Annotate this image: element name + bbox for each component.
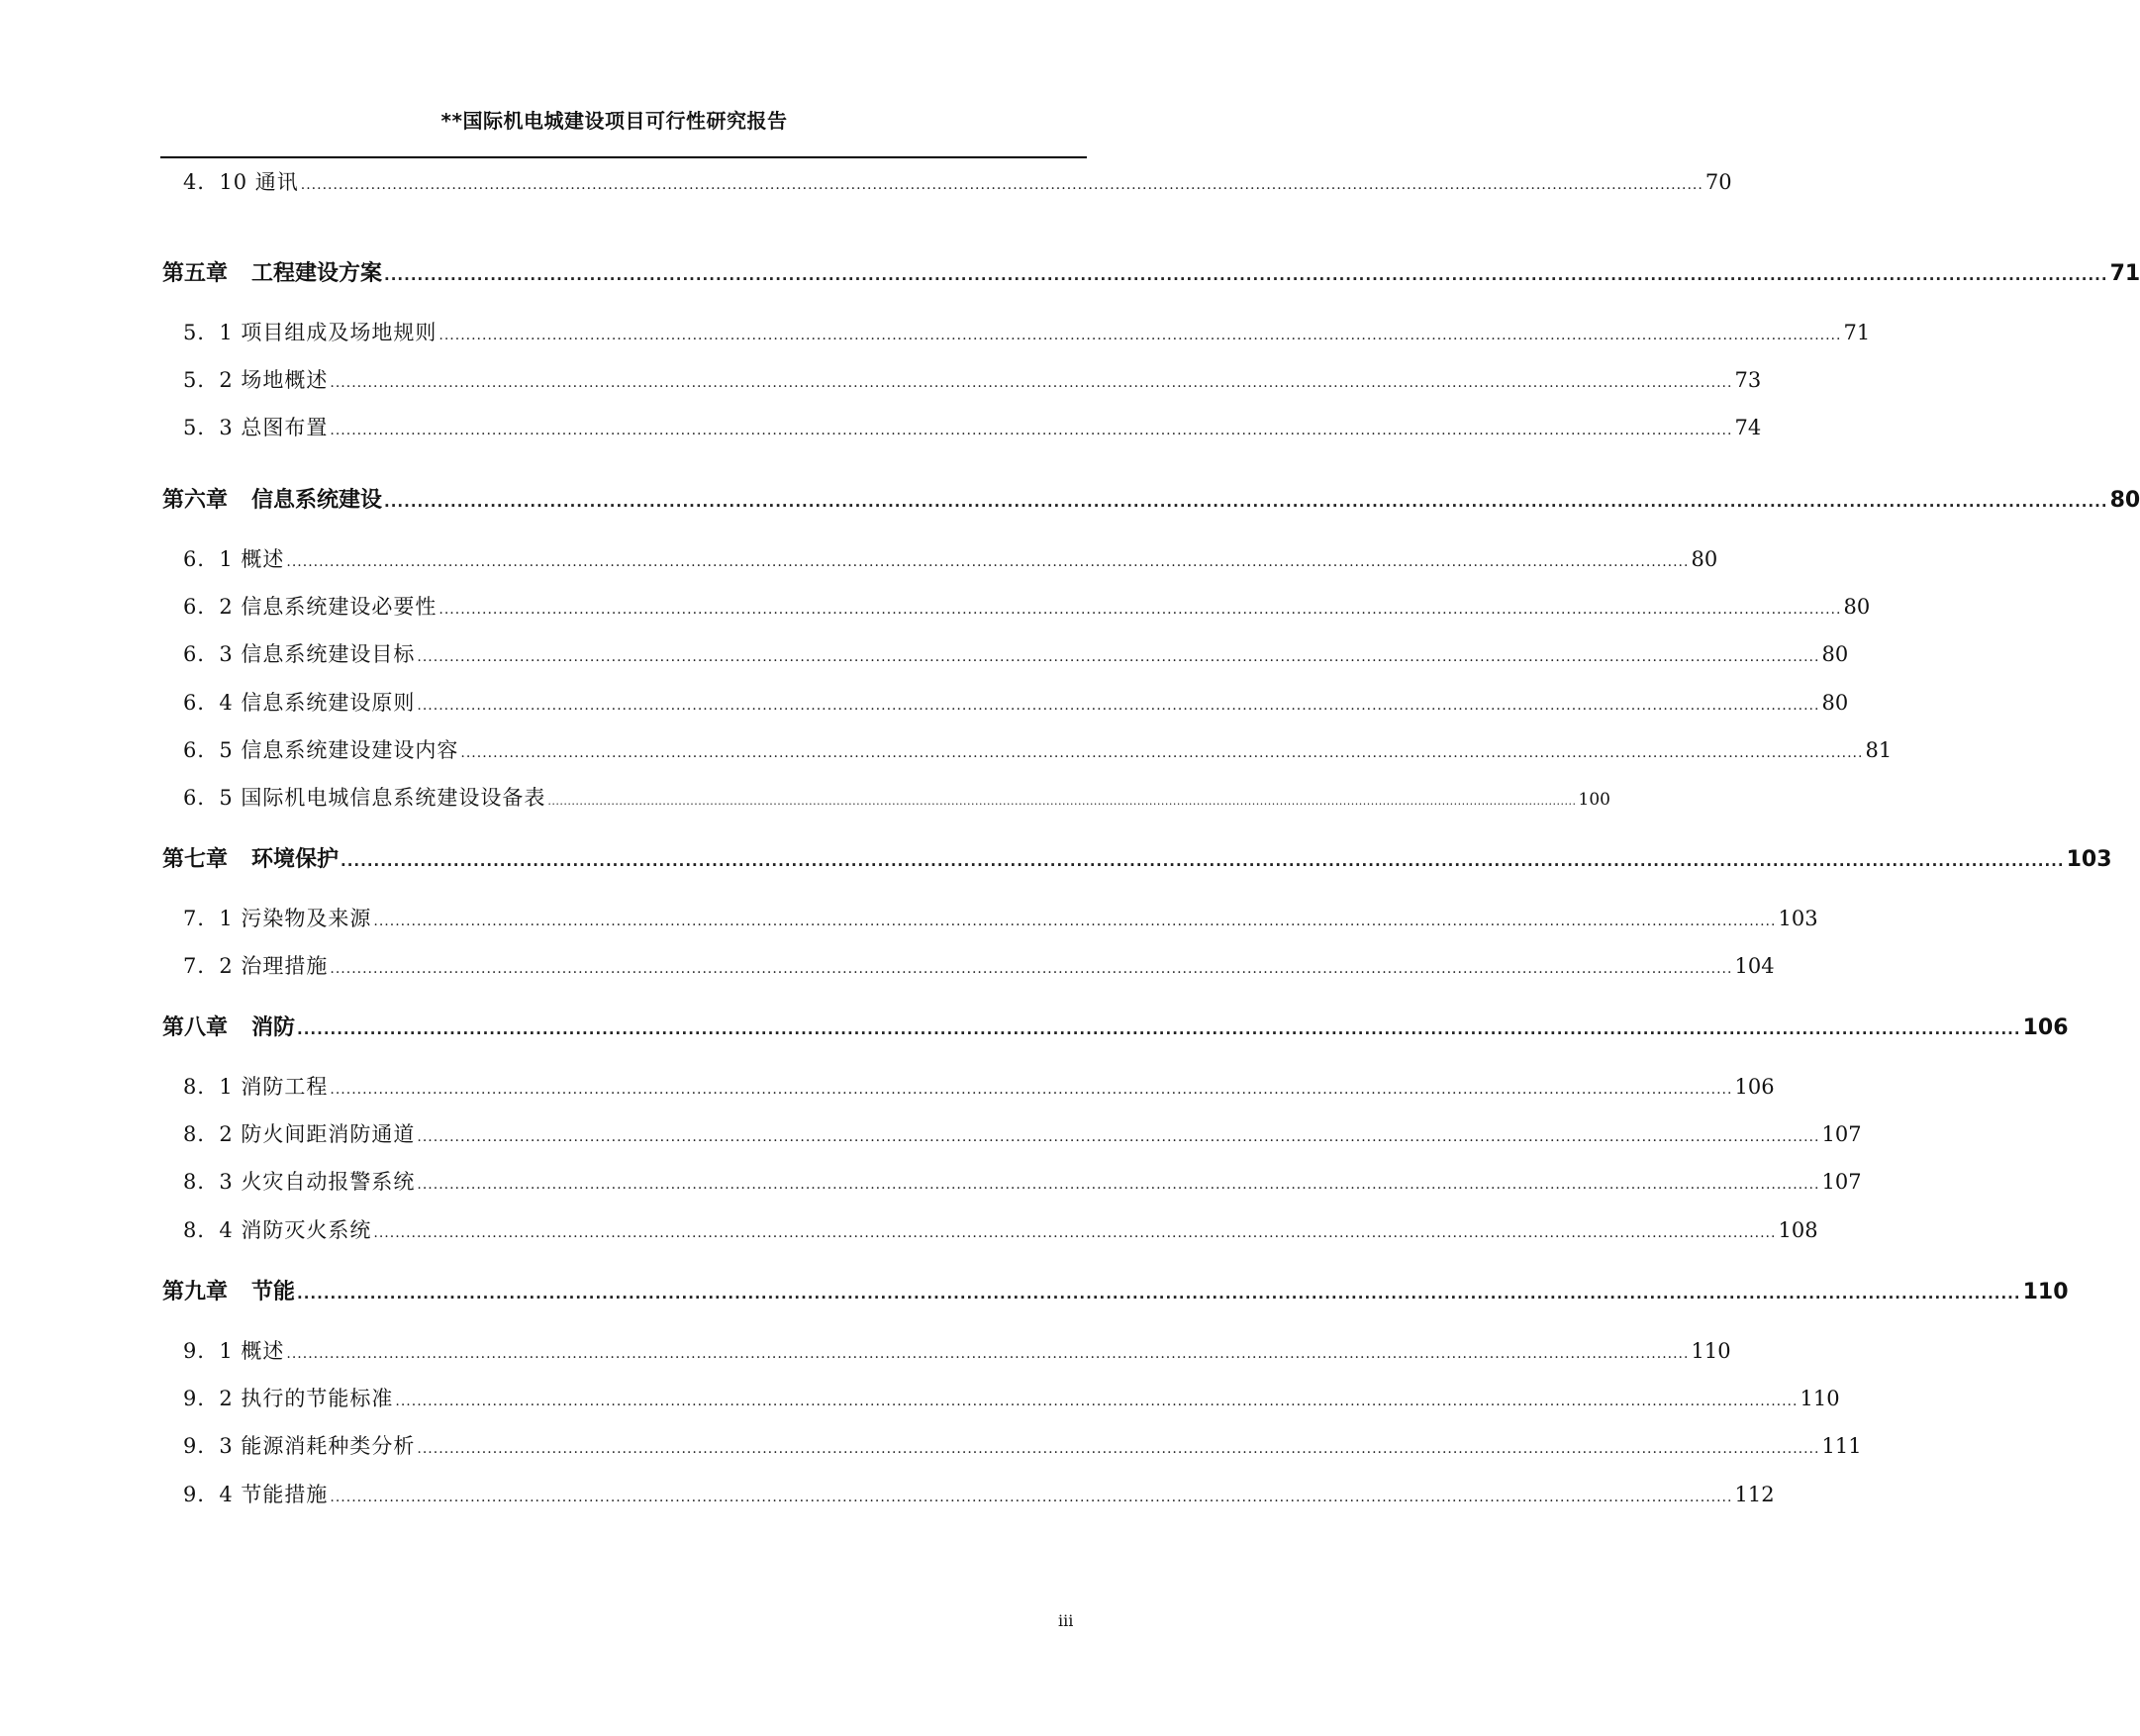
toc-chapter-number: 第七章 [162, 847, 229, 872]
toc-chapter-title: 消防 [251, 1015, 296, 1040]
toc-leader-dots: .................................................................................................................................................................................................................................................................... [373, 914, 1777, 929]
toc-page-number: 110 [1800, 1387, 1840, 1410]
toc-chapter-entry[interactable] [162, 1275, 2069, 1305]
toc-page-number: 107 [1821, 1122, 1862, 1146]
toc-page-number: 107 [1821, 1170, 1862, 1194]
toc-page-number: 80 [1821, 691, 1849, 715]
toc-section-label: 9．3 能源消耗种类分析 [183, 1434, 416, 1458]
toc-section-label: 9．4 节能措施 [183, 1483, 329, 1506]
toc-section-label: 6．5 信息系统建设建设内容 [183, 738, 459, 762]
toc-page-number: 80 [1691, 547, 1718, 571]
toc-leader-dots: .................................................................................................................................................................................................................................................................... [340, 852, 2065, 870]
toc-chapter-number: 第九章 [162, 1280, 229, 1304]
toc-page-number: 73 [1734, 368, 1762, 392]
toc-chapter-label [162, 842, 339, 873]
toc-section-entry[interactable] [183, 903, 1818, 932]
toc-section-entry[interactable] [183, 950, 1775, 980]
toc-page-number: 106 [2022, 1015, 2069, 1040]
toc-leader-dots: .................................................................................................................................................................................................................................................................... [330, 1082, 1733, 1098]
toc-section-label: 8．4 消防灭火系统 [183, 1218, 372, 1242]
toc-section-label: 6．3 信息系统建设目标 [183, 642, 416, 666]
toc-page-number: 106 [1734, 1075, 1775, 1099]
toc-section-entry[interactable] [183, 1071, 1775, 1101]
toc-leader-dots: .................................................................................................................................................................................................................................................................... [286, 554, 1690, 570]
toc-section-label: 5．3 总图布置 [183, 416, 329, 439]
toc-section-label: 6．4 信息系统建设原则 [183, 691, 416, 715]
toc-page-number: 112 [1734, 1483, 1775, 1506]
toc-chapter-number: 第八章 [162, 1015, 229, 1040]
toc-leader-dots: .................................................................................................................................................................................................................................................................... [417, 649, 1820, 665]
toc-leader-dots: .................................................................................................................................................................................................................................................................... [417, 1129, 1820, 1145]
toc-section-entry[interactable] [183, 543, 1718, 573]
toc-section-label: 5．2 场地概述 [183, 368, 329, 392]
toc-chapter-label [162, 1011, 295, 1041]
toc-section-label: 7．2 治理措施 [183, 954, 329, 978]
toc-leader-dots: .................................................................................................................................................................................................................................................................... [438, 328, 1842, 343]
toc-section-entry[interactable] [183, 1479, 1775, 1508]
toc-page-number: 103 [1778, 907, 1818, 930]
toc-section-entry[interactable] [183, 166, 1732, 196]
toc-chapter-label [162, 1275, 295, 1305]
toc-chapter-number: 第五章 [162, 261, 229, 286]
toc-section-entry[interactable] [183, 1214, 1818, 1244]
page-number: iii [1058, 1611, 1074, 1630]
toc-leader-dots: .................................................................................................................................................................................................................................................................... [297, 1020, 2021, 1038]
toc-section-label: 8．3 火灾自动报警系统 [183, 1170, 416, 1194]
toc-section-entry[interactable] [183, 638, 1849, 668]
toc-section-entry[interactable] [183, 782, 1610, 812]
toc-leader-dots: .................................................................................................................................................................................................................................................................... [438, 602, 1842, 618]
toc-section-entry[interactable] [183, 364, 1762, 394]
toc-section-entry[interactable] [183, 1166, 1862, 1196]
toc-leader-dots: .................................................................................................................................................................................................................................................................... [417, 1177, 1820, 1193]
toc-section-entry[interactable] [183, 1430, 1862, 1460]
toc-chapter-entry[interactable] [162, 842, 2112, 873]
toc-leader-dots: .................................................................................................................................................................................................................................................................... [297, 1285, 2021, 1302]
toc-leader-dots: .................................................................................................................................................................................................................................................................... [547, 795, 1577, 808]
toc-section-label: 9．2 执行的节能标准 [183, 1387, 394, 1410]
toc-page-number: 104 [1734, 954, 1775, 978]
toc-page-number: 103 [2066, 847, 2112, 872]
toc-leader-dots: .................................................................................................................................................................................................................................................................... [384, 493, 2108, 511]
toc-leader-dots: .................................................................................................................................................................................................................................................................... [373, 1225, 1777, 1241]
toc-page-number: 71 [1843, 321, 1871, 344]
toc-section-entry[interactable] [183, 591, 1871, 621]
toc-section-label: 8．1 消防工程 [183, 1075, 329, 1099]
toc-chapter-title: 环境保护 [251, 847, 340, 872]
toc-section-label: 4．10 通讯 [183, 170, 299, 194]
toc-page-number: 110 [2022, 1280, 2069, 1304]
toc-section-label: 6．5 国际机电城信息系统建设设备表 [183, 786, 546, 810]
toc-leader-dots: .................................................................................................................................................................................................................................................................... [286, 1346, 1690, 1362]
toc-chapter-entry[interactable] [162, 483, 2140, 514]
toc-page-number: 111 [1821, 1434, 1862, 1458]
page-header-title: **国际机电城建设项目可行性研究报告 [440, 109, 788, 133]
toc-section-entry[interactable] [183, 412, 1762, 441]
toc-leader-dots: .................................................................................................................................................................................................................................................................... [330, 961, 1733, 977]
toc-section-entry[interactable] [183, 1335, 1731, 1365]
toc-leader-dots: .................................................................................................................................................................................................................................................................... [384, 266, 2108, 284]
toc-section-entry[interactable] [183, 1383, 1840, 1412]
toc-section-label: 9．1 概述 [183, 1339, 285, 1363]
toc-page-number: 70 [1704, 170, 1732, 194]
toc-leader-dots: .................................................................................................................................................................................................................................................................... [417, 698, 1820, 714]
toc-chapter-title: 信息系统建设 [251, 488, 383, 513]
toc-leader-dots: .................................................................................................................................................................................................................................................................... [460, 745, 1864, 761]
toc-leader-dots: .................................................................................................................................................................................................................................................................... [330, 1490, 1733, 1505]
toc-page-number: 80 [1821, 642, 1849, 666]
toc-section-entry[interactable] [183, 317, 1871, 346]
toc-section-label: 5．1 项目组成及场地规则 [183, 321, 438, 344]
toc-leader-dots: .................................................................................................................................................................................................................................................................... [300, 177, 1703, 193]
toc-chapter-number: 第六章 [162, 488, 229, 513]
toc-chapter-label [162, 483, 382, 514]
toc-section-entry[interactable] [183, 1118, 1862, 1148]
toc-chapter-entry[interactable] [162, 256, 2140, 287]
toc-section-label: 6．1 概述 [183, 547, 285, 571]
toc-page-number: 108 [1778, 1218, 1818, 1242]
toc-page-number: 81 [1865, 738, 1893, 762]
toc-section-label: 7．1 污染物及来源 [183, 907, 372, 930]
toc-page-number: 71 [2109, 261, 2140, 286]
toc-page-number: 100 [1578, 790, 1610, 810]
toc-page-number: 110 [1691, 1339, 1731, 1363]
toc-leader-dots: .................................................................................................................................................................................................................................................................... [330, 423, 1733, 438]
toc-page-number: 80 [1843, 595, 1871, 619]
toc-section-entry[interactable] [183, 734, 1893, 764]
toc-page-number: 74 [1734, 416, 1762, 439]
toc-chapter-label [162, 256, 382, 287]
toc-leader-dots: .................................................................................................................................................................................................................................................................... [417, 1441, 1820, 1457]
toc-leader-dots: .................................................................................................................................................................................................................................................................... [330, 375, 1733, 391]
toc-leader-dots: .................................................................................................................................................................................................................................................................... [395, 1394, 1799, 1409]
toc-chapter-entry[interactable] [162, 1011, 2069, 1041]
toc-section-label: 6．2 信息系统建设必要性 [183, 595, 438, 619]
toc-section-label: 8．2 防火间距消防通道 [183, 1122, 416, 1146]
toc-chapter-title: 工程建设方案 [251, 261, 383, 286]
toc-page-number: 80 [2109, 488, 2140, 513]
toc-chapter-title: 节能 [251, 1280, 296, 1304]
toc-section-entry[interactable] [183, 687, 1849, 717]
